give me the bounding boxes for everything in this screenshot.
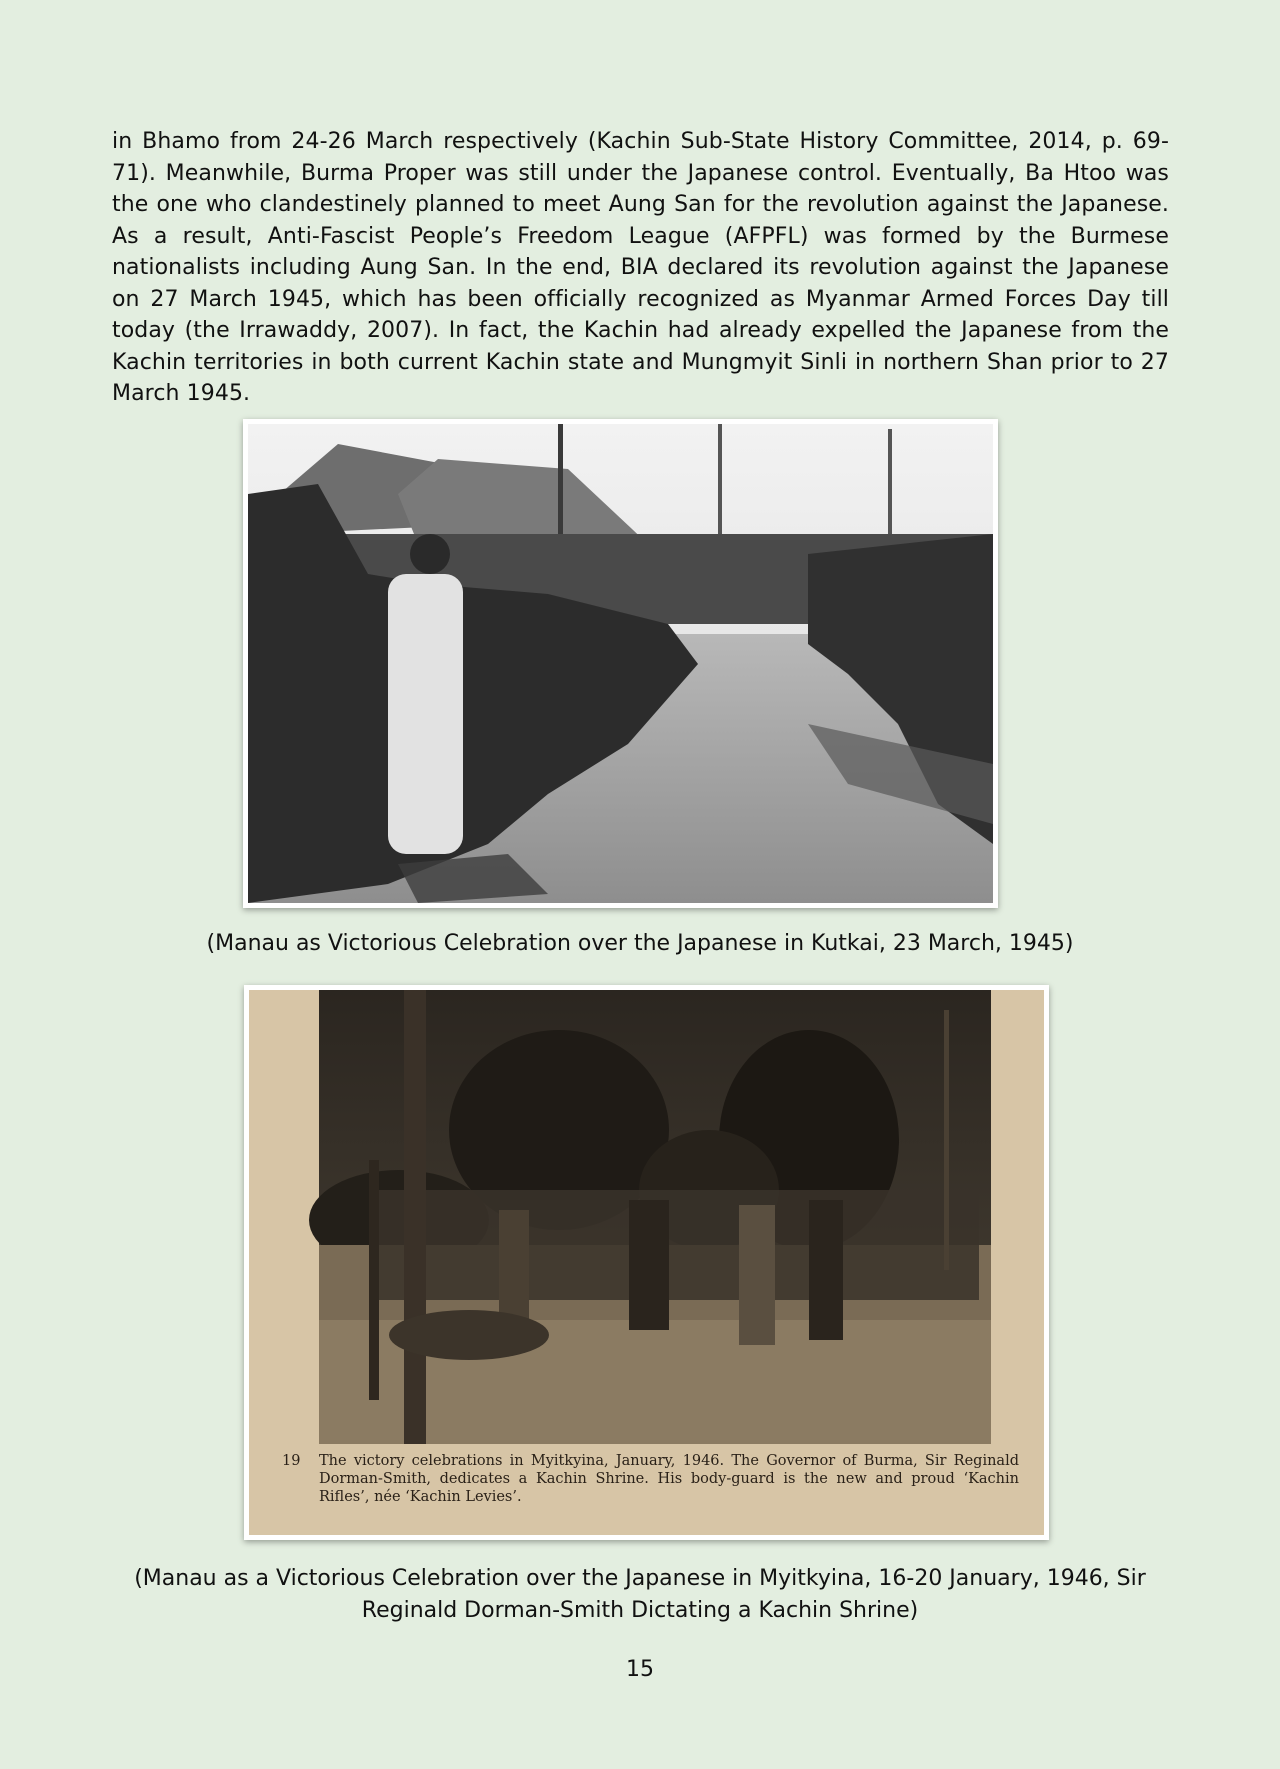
page-number: 15 bbox=[626, 1657, 654, 1682]
book-caption-number: 19 bbox=[282, 1453, 301, 1469]
body-paragraph: in Bhamo from 24-26 March respectively (Kachin Sub-State History Committee, 2014, p. 69-71). Meanwhile, Burma Proper was still under the Japanese control. Eventually, Ba Htoo was the one who clandestinely planned to meet Aung San for the revolution against the Japanese. As a result, Anti-Fascist People’s Freedom League (AFPFL) was formed by the Burmese nationalists including Aung San. In the end, BIA declared its revolution against the Japanese on 27 March 1945, which has been officially recognized as Myanmar Armed Forces Day till today (the Irrawaddy, 2007). In fact, the Kachin had already expelled the Japanese from the Kachin territories in both current Kachin state and Mungmyit Sinli in northern Shan prior to 27 March 1945. bbox=[112, 129, 1169, 406]
photo-myitkyina-celebration bbox=[244, 985, 1049, 1540]
figure2-caption: (Manau as a Victorious Celebration over the Japanese in Myitkyina, 16-20 January, 1946, Sir Reginald Dorman-Smith Dictating a Kachin Shrine) bbox=[134, 1566, 1146, 1623]
photo-kutkai-illustration bbox=[248, 424, 993, 903]
figure1-caption: (Manau as Victorious Celebration over the Japanese in Kutkai, 23 March, 1945) bbox=[206, 931, 1074, 956]
photo-kutkai-manau bbox=[243, 419, 998, 908]
book-caption-text: The victory celebrations in Myitkyina, January, 1946. The Governor of Burma, Sir Reginald Dorman-Smith, dedicates a Kachin Shrine. His body-guard is the new and proud ‘Kachin Rifles’, née ‘Kachin Levies’. bbox=[319, 1453, 1019, 1505]
book-caption bbox=[282, 1452, 1019, 1506]
